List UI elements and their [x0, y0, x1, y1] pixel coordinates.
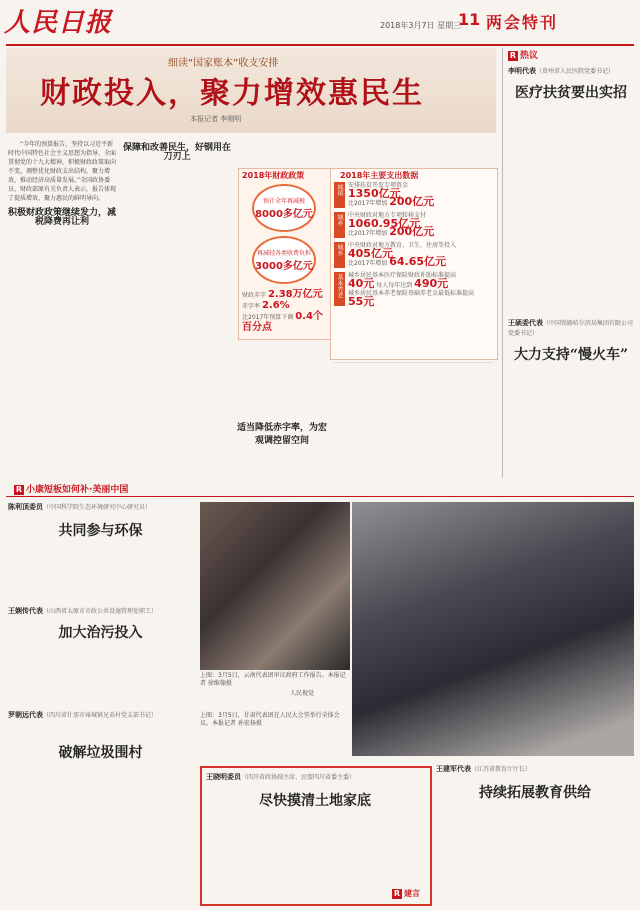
budget-tag: 城镇	[334, 182, 345, 208]
right-author-1-note: （贵州省人民医院党委书记）	[536, 68, 615, 75]
right-bottom-title: 持续拓展教育供给	[479, 785, 591, 801]
left-author-3-note: （四川省什邡市雍城镇兄弟村党支部书记）	[43, 712, 158, 719]
boxed-author-note: （四川省政协副主席、民盟四川省委主委）	[241, 774, 356, 781]
feature-kicker: 细读“国家账本”收支安排	[168, 58, 279, 69]
budget-row	[334, 242, 494, 268]
info-label-1: 预计全年再减税	[262, 198, 305, 205]
bottom-section-title	[14, 482, 128, 495]
left-author-2-note: （山西省太原市市政公共设施管理处职工）	[43, 608, 158, 615]
budget-row	[334, 182, 494, 208]
info-value-5: 0.4个百分点	[242, 311, 323, 333]
info-label-3: 财政赤字	[242, 292, 267, 299]
photo1-caption: 上图：3月5日，云南代表团审议政府工作报告。本报记者 徐维翰摄	[200, 672, 346, 687]
page-number: 11	[458, 10, 481, 29]
fiscal-policy-title: 2018年财政政策	[242, 171, 305, 180]
budget-delta: 200亿元	[389, 195, 435, 208]
budget-note: 每人每年达到	[376, 282, 413, 289]
dateline: 2018年3月7日 星期三	[380, 21, 462, 30]
info-circle-2	[252, 236, 316, 284]
budget-text: 中央财政对地方教育、卫生、住房等投入	[348, 242, 457, 249]
budget-text: 安排扶贫开发专项资金	[348, 182, 409, 189]
right-author-1-name: 李明代表	[508, 67, 536, 75]
budget-value: 405亿元	[348, 247, 393, 260]
right-author-2-note: （中国铁路哈尔滨局集团有限公司党委书记）	[508, 320, 634, 337]
info-label-5: 比2017年预算下调	[242, 314, 294, 321]
boxed-author	[206, 772, 424, 782]
newspaper-logo: 人民日报	[4, 8, 113, 38]
r-badge-icon: R	[509, 51, 517, 60]
left-author-3	[8, 710, 198, 720]
budget-title: 2018年主要支出数据	[340, 171, 419, 180]
photo2-caption: 上图：3月5日，甘肃代表团在人民大会堂举行全体会议。本报记者 孙宏扬摄	[200, 712, 340, 727]
footer-tag-text: 建言	[404, 889, 420, 898]
info-label-2: 再减轻各类收费负担	[256, 250, 311, 257]
left-author-1-note: （中国科学院生态环境研究中心研究员）	[43, 504, 152, 511]
feature-body-col-4	[334, 362, 494, 477]
info-value-3: 2.38万亿元	[267, 289, 323, 300]
bottom-section-text: 小康短板如何补·美丽中国	[26, 485, 129, 495]
left-author-1	[8, 502, 193, 512]
left-title-3: 破解垃圾围村	[58, 745, 143, 761]
budget-note: 比2017年增加	[348, 230, 388, 237]
left-author-2-name: 王娴传代表	[8, 607, 43, 615]
feature-subhead-1: 积极财政政策继续发力，减税降费再让利	[8, 208, 116, 227]
info-circle-1	[252, 184, 316, 232]
left-body-2	[8, 642, 193, 702]
budget-delta: 200亿元	[389, 225, 435, 238]
r-badge-icon: R	[393, 889, 401, 898]
right-section-text: 热议	[520, 51, 539, 61]
boxed-body	[206, 810, 424, 894]
feature-headline: 财政投入，聚力增效惠民生	[40, 76, 424, 111]
right-bottom-author	[436, 764, 634, 774]
right-bottom-author-name: 王建军代表	[436, 765, 471, 773]
right-author-1	[508, 66, 634, 76]
budget-tag: 城乡	[334, 242, 345, 268]
info-value-4: 2.6%	[261, 300, 290, 311]
budget-row	[334, 212, 494, 238]
budget-note: 比2017年增加	[348, 260, 388, 267]
footer-tag	[392, 888, 420, 899]
right-bottom-body	[436, 802, 634, 902]
photo-delegate-costume	[200, 502, 350, 670]
column-divider	[502, 48, 503, 478]
budget-text: 城乡居民基本养老保险基础养老金最低标准提高	[348, 290, 475, 297]
budget-note: 比2017年增加	[348, 200, 388, 207]
right-author-2-name: 王硕委代表	[508, 319, 543, 327]
budget-value: 40元	[348, 277, 375, 290]
right-bottom-author-note: （江苏省教育厅厅长）	[471, 766, 532, 773]
budget-tag: 基本养老	[334, 272, 345, 306]
right-title-1: 医疗扶贫要出实招	[515, 85, 627, 101]
boxed-author-name: 王晓明委员	[206, 773, 241, 781]
info-value-1: 8000多亿元	[255, 209, 313, 220]
boxed-title: 尽快摸清土地家底	[259, 793, 371, 809]
budget-tag: 城乡	[334, 212, 345, 238]
info-value-2: 3000多亿元	[255, 261, 313, 272]
info-deficit-block	[242, 290, 328, 334]
left-body-3	[8, 762, 193, 902]
photo-credit: 人民视觉	[290, 690, 315, 697]
feature-body-col-2	[122, 140, 232, 476]
right-section-label	[508, 48, 538, 61]
budget-text: 城乡居民基本医疗保险财政补助标准提高	[348, 272, 457, 279]
right-body-2	[508, 364, 634, 476]
feature-body-col-1	[8, 140, 116, 476]
r-badge-icon: R	[15, 485, 23, 494]
budget-row	[334, 272, 494, 306]
right-title-2: 大力支持“慢火车”	[513, 347, 629, 363]
budget-text: 中央财政对地方专项转移支付	[348, 212, 427, 219]
left-author-2	[8, 606, 193, 616]
budget-delta: 64.65亿元	[389, 255, 446, 268]
right-author-2	[508, 318, 634, 337]
right-body-1	[508, 102, 634, 312]
photo-meeting-delegates	[352, 502, 634, 756]
left-body-1	[8, 540, 193, 600]
special-edition-title: 两会特刊	[486, 13, 559, 32]
budget-value: 1350亿元	[348, 187, 401, 200]
left-author-3-name: 罗朝远代表	[8, 711, 43, 719]
left-author-1-name: 陈利顶委员	[8, 503, 43, 511]
feature-byline: 本报记者 李刚明	[190, 115, 242, 123]
feature-subhead-2: 保障和改善民生，好钢用在刀刃上	[122, 143, 231, 162]
left-title-2: 加大治污投入	[58, 625, 143, 641]
feature-subhead-3: 适当降低赤字率，为宏观调控留空间	[236, 423, 327, 446]
budget-list	[334, 182, 494, 306]
budget-value: 55元	[348, 295, 375, 308]
feature-intro: “今年的预算报告，坚持以习近平新时代中国特色社会主义思想为指导，全面贯彻党的十九大精神，积极财政政策取向不变，调整优化财政支出结构，聚力增效，推动经济高质量发展。”全国政协委员、财政部原有关负责人表示，报告体现了提质增效、聚力惠民的鲜明导向。	[8, 141, 116, 202]
budget-delta: 490元	[414, 277, 449, 290]
budget-value: 1060.95亿元	[348, 217, 421, 230]
left-title-1: 共同参与环保	[58, 523, 143, 539]
info-label-4: 赤字率	[242, 303, 261, 310]
